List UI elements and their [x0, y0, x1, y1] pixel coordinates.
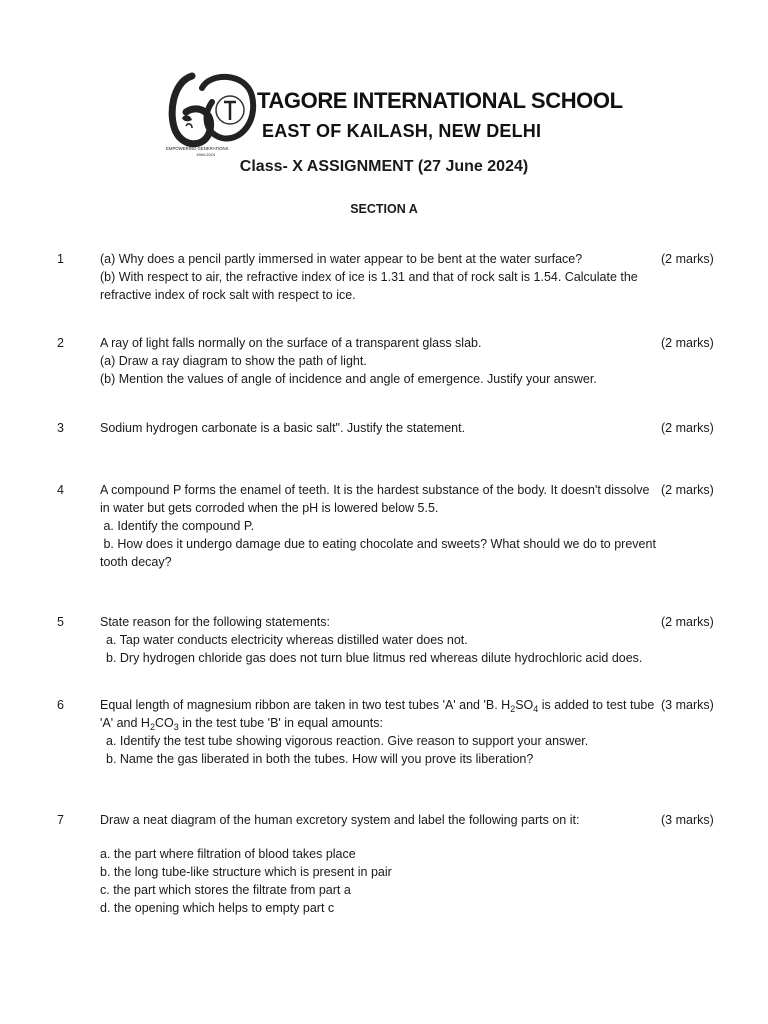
document-header: [0, 0, 768, 216]
section-title: SECTION A: [350, 202, 418, 216]
question-marks: (2 marks): [661, 421, 714, 435]
spacer: [100, 829, 648, 845]
question-number: 6: [57, 698, 64, 712]
question-line: c. the part which stores the filtrate from part a: [100, 883, 351, 897]
question-line: b. How does it undergo damage due to eating chocolate and sweets? What should we do to prevent: [100, 537, 656, 551]
subscript: 2: [510, 704, 516, 714]
question-marks: (3 marks): [661, 698, 714, 712]
question-line: d. the opening which helps to empty part c: [100, 901, 335, 915]
logo-tagline: EMPOWERING GENERATIONS: [166, 146, 229, 151]
question-marks: (2 marks): [661, 483, 714, 497]
school-logo: [162, 66, 260, 158]
question-number: 7: [57, 813, 64, 827]
question-text: [100, 419, 648, 437]
question-line: in water but gets corroded when the pH is lowered below 5.5.: [100, 501, 439, 515]
question-line: b. Dry hydrogen chloride gas does not turn blue litmus red whereas dilute hydrochloric acid does.: [106, 651, 643, 665]
school-location: EAST OF KAILASH, NEW DELHI: [262, 121, 542, 141]
subscript: 4: [533, 704, 539, 714]
question-line: a. Identify the compound P.: [100, 519, 255, 533]
question-marks: (2 marks): [661, 615, 714, 629]
text-run: CO: [154, 716, 174, 730]
text-run: SO: [515, 698, 534, 712]
question-number: 3: [57, 421, 64, 435]
question-number: 4: [57, 483, 64, 497]
subscript: 3: [173, 722, 179, 732]
question-line: (b) Mention the values of angle of incidence and angle of emergence. Justify your answer.: [100, 372, 597, 386]
question-line: A compound P forms the enamel of teeth. It is the hardest substance of the body. It doesn't dissolve: [100, 483, 650, 497]
question-line: b. the long tube-like structure which is present in pair: [100, 865, 392, 879]
question-line: Sodium hydrogen carbonate is a basic salt". Justify the statement.: [100, 421, 466, 435]
question-text: [100, 696, 655, 768]
text-run: in the test tube 'B' in equal amounts:: [178, 716, 383, 730]
school-name: TAGORE INTERNATIONAL SCHOOL: [257, 88, 623, 113]
question-line: tooth decay?: [100, 555, 172, 569]
logo-year: 1984-2024: [196, 152, 216, 157]
question-line: [100, 714, 648, 732]
question-text: [100, 334, 648, 388]
text-run: 'A' and H: [100, 716, 150, 730]
subscript: 2: [149, 722, 155, 732]
question-line: (a) Why does a pencil partly immersed in water appear to be bent at the water surface?: [100, 252, 583, 266]
question-marks: (2 marks): [661, 252, 714, 266]
question-line: A ray of light falls normally on the surface of a transparent glass slab.: [100, 336, 482, 350]
question-line: refractive index of rock salt with respect to ice.: [100, 288, 356, 302]
question-line: State reason for the following statements:: [100, 615, 330, 629]
question-marks: (2 marks): [661, 336, 714, 350]
question-line: a. Identify the test tube showing vigorous reaction. Give reason to support your answer.: [106, 734, 589, 748]
question-line: (a) Draw a ray diagram to show the path of light.: [100, 354, 367, 368]
question-line: b. Name the gas liberated in both the tubes. How will you prove its liberation?: [106, 752, 534, 766]
question-number: 5: [57, 615, 64, 629]
question-number: 1: [57, 252, 64, 266]
question-text: [100, 613, 648, 667]
text-run: Equal length of magnesium ribbon are taken in two test tubes 'A' and 'B. H: [100, 698, 511, 712]
question-line: [100, 696, 655, 714]
question-line: Draw a neat diagram of the human excretory system and label the following parts on it:: [100, 813, 580, 827]
question-text: [100, 250, 648, 304]
question-text: [100, 811, 648, 917]
question-marks: (3 marks): [661, 813, 714, 827]
question-text: [100, 481, 656, 571]
question-line: (b) With respect to air, the refractive index of ice is 1.31 and that of rock salt is 1.54. Calculate the: [100, 270, 638, 284]
question-line: a. Tap water conducts electricity whereas distilled water does not.: [106, 633, 468, 647]
question-number: 2: [57, 336, 64, 350]
text-run: is added to test tube: [538, 698, 655, 712]
question-line: a. the part where filtration of blood takes place: [100, 847, 356, 861]
assignment-title: Class- X ASSIGNMENT (27 June 2024): [239, 158, 529, 175]
